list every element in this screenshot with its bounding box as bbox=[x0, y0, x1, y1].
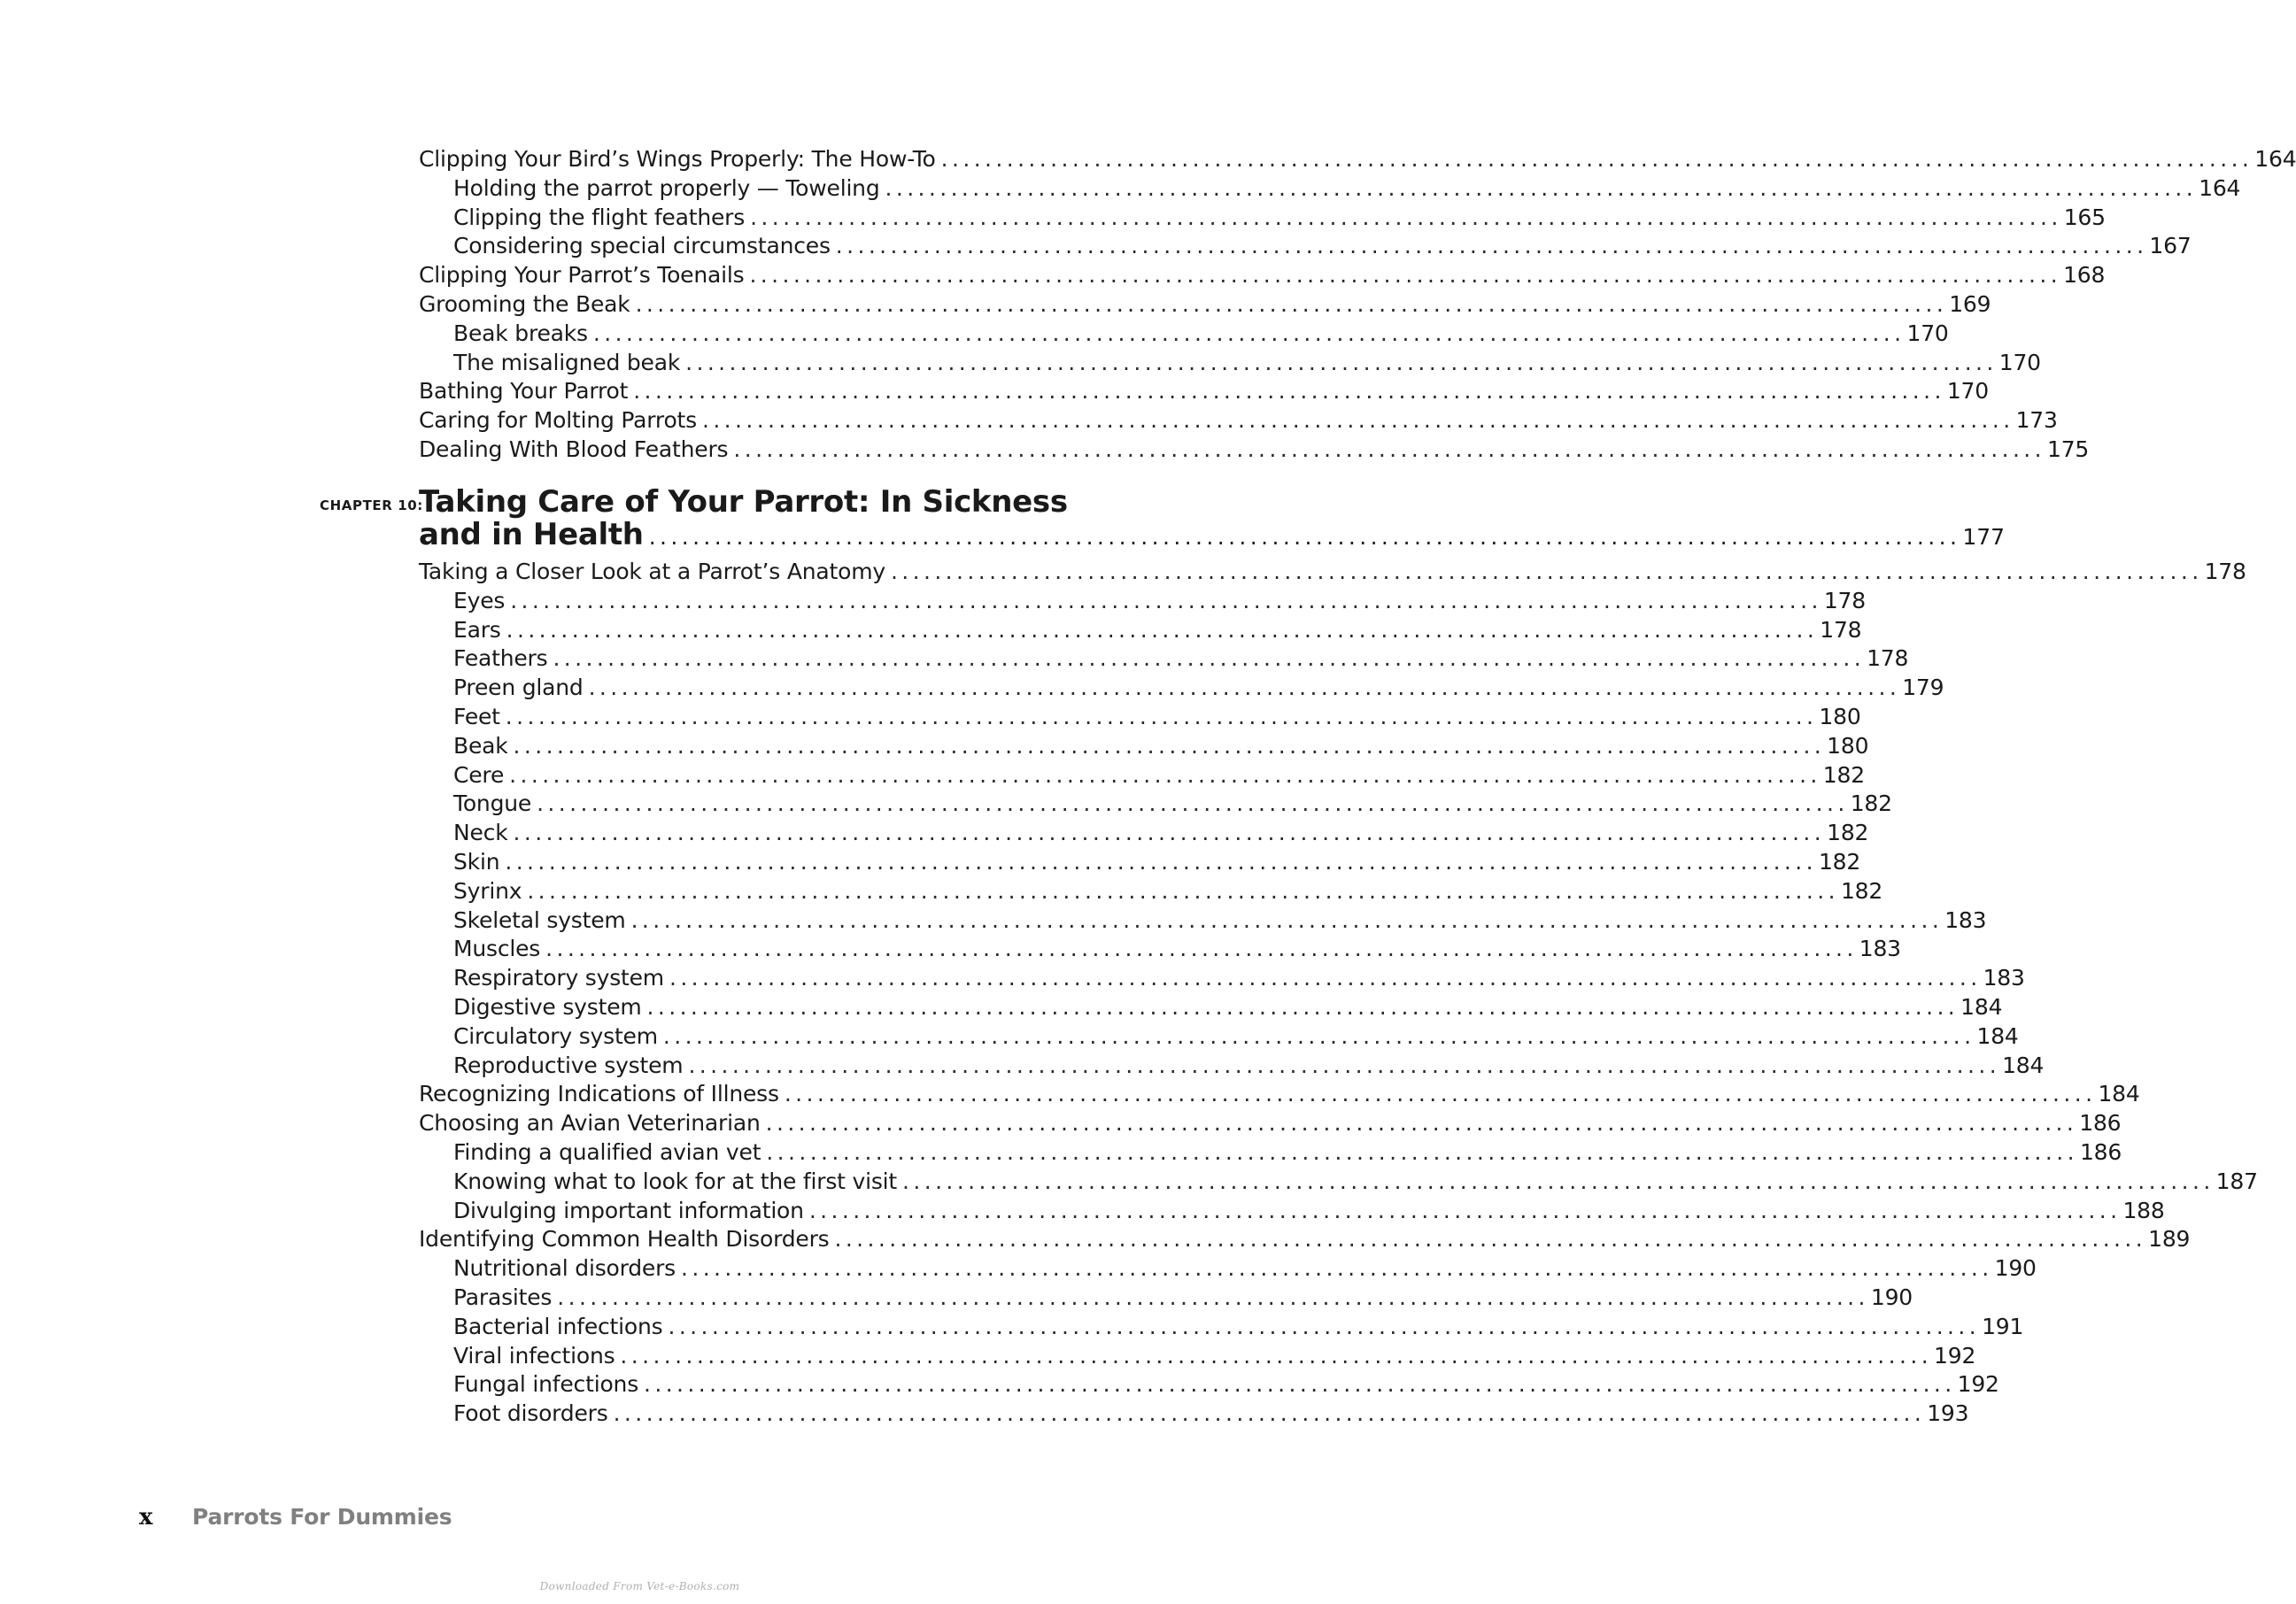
toc-entry-label: Nutritional disorders bbox=[453, 1255, 676, 1282]
toc-entry-page-number: 190 bbox=[1994, 1255, 2037, 1282]
toc-entry-label: Circulatory system bbox=[453, 1022, 658, 1049]
toc-entry-label: Bacterial infections bbox=[453, 1313, 663, 1339]
dot-leader: ........................................................................................................................ bbox=[557, 1284, 1869, 1310]
dot-leader: ........................................................................................................................ bbox=[513, 732, 1826, 759]
toc-entry bbox=[453, 877, 1883, 906]
toc-entry bbox=[419, 145, 2296, 174]
toc-entry-label: Syrinx bbox=[453, 877, 522, 904]
dot-leader: ........................................................................................................................ bbox=[749, 262, 2062, 289]
dot-leader: ........................................................................................................................ bbox=[537, 790, 1849, 817]
dot-leader: ........................................................................................................................ bbox=[592, 320, 1906, 346]
dot-leader: ........................................................................................................................ bbox=[506, 616, 1819, 643]
toc-entry bbox=[419, 1080, 2140, 1108]
toc-entry-label: The misaligned beak bbox=[453, 349, 681, 375]
dot-leader: ........................................................................................................................ bbox=[644, 1371, 1956, 1398]
dot-leader: ........................................................................................................................ bbox=[688, 1052, 2001, 1078]
toc-entry-label: Knowing what to look for at the first visit bbox=[453, 1168, 898, 1194]
toc-entry-page-number: 170 bbox=[1946, 378, 1989, 405]
toc-entry-page-number: 183 bbox=[1859, 936, 1901, 962]
toc-entry bbox=[419, 1109, 2122, 1137]
dot-leader: ........................................................................................................................ bbox=[545, 936, 1858, 962]
toc-entry bbox=[453, 1370, 1999, 1399]
toc-entry bbox=[453, 1197, 2165, 1225]
toc-entry-page-number: 170 bbox=[1998, 349, 2041, 375]
toc-entry-page-number: 180 bbox=[1827, 732, 1869, 759]
toc-entry-page-number: 182 bbox=[1827, 820, 1869, 846]
dot-leader: ........................................................................................................................ bbox=[509, 761, 1821, 788]
toc-entry-label: Digestive system bbox=[453, 994, 642, 1020]
toc-entry bbox=[453, 1400, 1969, 1428]
toc-entry-page-number: 165 bbox=[2063, 204, 2106, 230]
toc-entry-label: Parasites bbox=[453, 1284, 553, 1310]
toc-entry-label: Respiratory system bbox=[453, 965, 664, 991]
toc-entry-label: Bathing Your Parrot bbox=[419, 378, 629, 405]
toc-entry-label: Dealing With Blood Feathers bbox=[419, 436, 729, 462]
page-folio: x bbox=[139, 1504, 153, 1531]
toc-entry bbox=[453, 204, 2106, 232]
toc-entry-label: Holding the parrot properly — Toweling bbox=[453, 174, 880, 201]
toc-entry-page-number: 178 bbox=[1867, 645, 1909, 672]
toc-entry bbox=[419, 558, 2246, 586]
toc-entry-label: Beak bbox=[453, 732, 508, 759]
toc-entry bbox=[453, 1052, 2045, 1080]
toc-entry-label: Reproductive system bbox=[453, 1052, 684, 1078]
chapter-title-line-2-label: and in Health bbox=[419, 517, 644, 552]
toc-entry-page-number: 167 bbox=[2149, 233, 2192, 259]
toc-entry bbox=[453, 1313, 2024, 1341]
toc-entry bbox=[453, 1342, 1976, 1370]
dot-leader: ........................................................................................................................ bbox=[505, 849, 1817, 875]
dot-leader: ........................................................................................................................ bbox=[620, 1342, 1933, 1369]
dot-leader: ........................................................................................................................ bbox=[510, 587, 1822, 613]
toc-entry-page-number: 187 bbox=[2215, 1168, 2258, 1194]
toc-entry-page-number: 188 bbox=[2122, 1197, 2165, 1223]
dot-leader: ........................................................................................................................ bbox=[750, 204, 2062, 230]
toc-entry-page-number: 182 bbox=[1818, 849, 1861, 875]
toc-entry-label: Fungal infections bbox=[453, 1371, 639, 1398]
toc-entry-label: Eyes bbox=[453, 587, 506, 613]
toc-entry bbox=[453, 1168, 2258, 1196]
toc-entry bbox=[453, 790, 1892, 818]
dot-leader: ........................................................................................................................ bbox=[505, 704, 1818, 729]
toc-entry-page-number: 189 bbox=[2148, 1226, 2191, 1253]
toc-entry bbox=[453, 587, 1866, 615]
dot-leader: ........................................................................................................................ bbox=[668, 1313, 1981, 1339]
toc-entry-page-number: 178 bbox=[2204, 559, 2246, 584]
toc-entry-label: Finding a qualified avian vet bbox=[453, 1139, 761, 1165]
toc-entry bbox=[453, 644, 1909, 673]
chapter-title-line-2 bbox=[419, 517, 2006, 556]
toc-entry-page-number: 164 bbox=[2254, 146, 2296, 172]
toc-entry-page-number: 192 bbox=[1934, 1342, 1976, 1369]
toc-entry bbox=[453, 935, 1901, 963]
toc-entry-label: Grooming the Beak bbox=[419, 291, 630, 317]
toc-entry-label: Feet bbox=[453, 704, 500, 729]
toc-entry-page-number: 183 bbox=[1944, 906, 1987, 933]
toc-entry bbox=[453, 703, 1861, 731]
toc-entry-page-number: 178 bbox=[1823, 587, 1866, 613]
toc-entry-page-number: 169 bbox=[1949, 291, 1991, 317]
toc-entry bbox=[453, 819, 1869, 847]
toc-entry-label: Cere bbox=[453, 761, 505, 788]
toc-entry-label: Clipping the flight feathers bbox=[453, 204, 746, 230]
toc-entry-label: Taking a Closer Look at a Parrot’s Anatomy bbox=[419, 559, 885, 584]
toc-entry-label: Feathers bbox=[453, 645, 548, 672]
toc-entry-page-number: 184 bbox=[1960, 994, 2003, 1020]
toc-entry-label: Clipping Your Parrot’s Toenails bbox=[419, 262, 745, 289]
dot-leader: ........................................................................................................................ bbox=[808, 1197, 2122, 1223]
toc-entry-label: Tongue bbox=[453, 790, 532, 817]
toc-entry-page-number: 178 bbox=[1820, 616, 1862, 643]
toc-entry bbox=[453, 174, 2241, 203]
toc-entry-page-number: 192 bbox=[1957, 1371, 1999, 1398]
toc-entry-page-number: 179 bbox=[1902, 675, 1944, 701]
dot-leader: ........................................................................................................................ bbox=[630, 906, 1944, 933]
toc-entry-page-number: 190 bbox=[1870, 1284, 1913, 1310]
dot-leader: ........................................................................................................................ bbox=[588, 675, 1901, 701]
toc-entry-label: Ears bbox=[453, 616, 501, 643]
dot-leader: ........................................................................................................................ bbox=[662, 1022, 1975, 1049]
toc-entry-page-number: 180 bbox=[1819, 704, 1861, 729]
toc-entry-page-number: 183 bbox=[1983, 965, 2025, 991]
dot-leader: ........................................................................................................................ bbox=[766, 1139, 2078, 1165]
toc-entry-page-number: 173 bbox=[2015, 407, 2058, 434]
toc-entry-label: Neck bbox=[453, 820, 508, 846]
toc-entry-label: Identifying Common Health Disorders bbox=[419, 1226, 830, 1253]
toc-entry-page-number: 184 bbox=[1976, 1022, 2019, 1049]
dot-leader: ........................................................................................................................ bbox=[553, 645, 1866, 672]
dot-leader: ........................................................................................................................ bbox=[646, 994, 1960, 1020]
toc-entry-label: Beak breaks bbox=[453, 320, 588, 346]
running-footer-title: Parrots For Dummies bbox=[192, 1504, 452, 1530]
toc-entry bbox=[453, 848, 1861, 876]
dot-leader: ........................................................................................................................ bbox=[733, 436, 2045, 462]
toc-entry bbox=[453, 349, 2041, 377]
toc-entry bbox=[453, 964, 2025, 992]
dot-leader: ........................................................................................................................ bbox=[527, 877, 1839, 904]
toc-entry-label: Caring for Molting Parrots bbox=[419, 407, 697, 434]
toc-entry-page-number: 182 bbox=[1822, 761, 1865, 788]
toc-entry-page-number: 191 bbox=[1982, 1313, 2024, 1339]
toc-entry-label: Choosing an Avian Veterinarian bbox=[419, 1110, 761, 1137]
toc-entry bbox=[453, 232, 2192, 260]
watermark: Downloaded From Vet-e-Books.com bbox=[539, 1580, 740, 1592]
dot-leader: ........................................................................................................................ bbox=[669, 965, 1982, 991]
toc-entry-page-number: 186 bbox=[2079, 1139, 2122, 1165]
toc-entry bbox=[419, 377, 1989, 405]
toc-entry bbox=[453, 761, 1865, 790]
dot-leader: ........................................................................................................................ bbox=[648, 524, 1961, 550]
dot-leader: ........................................................................................................................ bbox=[885, 174, 2198, 201]
toc-entry bbox=[453, 1284, 1913, 1312]
dot-leader: ........................................................................................................................ bbox=[902, 1168, 2215, 1194]
toc-entry-label: Clipping Your Bird’s Wings Properly: The How-To bbox=[419, 146, 936, 172]
toc-entry-label: Muscles bbox=[453, 936, 541, 962]
toc-entry-page-number: 170 bbox=[1906, 320, 1949, 346]
toc-entry-page-number: 168 bbox=[2063, 262, 2106, 289]
toc-entry-page-number: 164 bbox=[2199, 174, 2241, 201]
toc-entry-label: Preen gland bbox=[453, 675, 584, 701]
toc-entry-page-number: 182 bbox=[1850, 790, 1892, 817]
toc-entry bbox=[453, 1254, 2037, 1283]
toc-entry-label: Foot disorders bbox=[453, 1400, 608, 1427]
dot-leader: ........................................................................................................................ bbox=[633, 378, 1945, 405]
dot-leader: ........................................................................................................................ bbox=[681, 1255, 1993, 1282]
dot-leader: ........................................................................................................................ bbox=[765, 1110, 2078, 1137]
toc-entry-page-number: 186 bbox=[2079, 1110, 2122, 1137]
toc-entry bbox=[453, 1022, 2019, 1051]
toc-entry bbox=[419, 406, 2058, 435]
dot-leader: ........................................................................................................................ bbox=[685, 349, 1998, 375]
dot-leader: ........................................................................................................................ bbox=[784, 1081, 2097, 1107]
dot-leader: ........................................................................................................................ bbox=[635, 291, 1948, 317]
toc-entry-label: Considering special circumstances bbox=[453, 233, 831, 259]
dot-leader: ........................................................................................................................ bbox=[834, 1226, 2147, 1253]
toc-entry bbox=[419, 290, 1991, 319]
dot-leader: ........................................................................................................................ bbox=[890, 559, 2203, 584]
toc-entry bbox=[453, 616, 1862, 644]
chapter-tag: CHAPTER 10: bbox=[320, 497, 423, 513]
dot-leader: ........................................................................................................................ bbox=[835, 233, 2148, 259]
toc-entry bbox=[453, 906, 1987, 935]
toc-entry-page-number: 184 bbox=[2002, 1052, 2045, 1078]
toc-entry-label: Skin bbox=[453, 849, 500, 875]
toc-entry-page-number: 175 bbox=[2047, 436, 2090, 462]
toc-entry-page-number: 184 bbox=[2098, 1081, 2140, 1107]
toc-entry bbox=[419, 1225, 2191, 1253]
dot-leader: ........................................................................................................................ bbox=[613, 1400, 1926, 1427]
toc-entry-label: Divulging important information bbox=[453, 1197, 804, 1223]
toc-entry bbox=[453, 674, 1944, 702]
chapter-title-line-1: Taking Care of Your Parrot: In Sickness bbox=[419, 484, 1068, 520]
toc-entry-page-number: 193 bbox=[1927, 1400, 1969, 1427]
toc-entry bbox=[453, 993, 2003, 1022]
dot-leader: ........................................................................................................................ bbox=[513, 820, 1826, 846]
toc-entry-label: Skeletal system bbox=[453, 906, 626, 933]
toc-entry bbox=[419, 436, 2090, 464]
toc-entry-label: Viral infections bbox=[453, 1342, 615, 1369]
toc-entry-label: Recognizing Indications of Illness bbox=[419, 1081, 779, 1107]
chapter-page-number: 177 bbox=[1962, 524, 2006, 550]
toc-entry bbox=[453, 732, 1869, 760]
toc-entry-page-number: 182 bbox=[1840, 877, 1883, 904]
dot-leader: ........................................................................................................................ bbox=[940, 146, 2253, 172]
toc-entry bbox=[453, 320, 1949, 348]
dot-leader: ........................................................................................................................ bbox=[701, 407, 2014, 434]
toc-entry bbox=[453, 1138, 2122, 1167]
toc-entry bbox=[419, 261, 2106, 289]
